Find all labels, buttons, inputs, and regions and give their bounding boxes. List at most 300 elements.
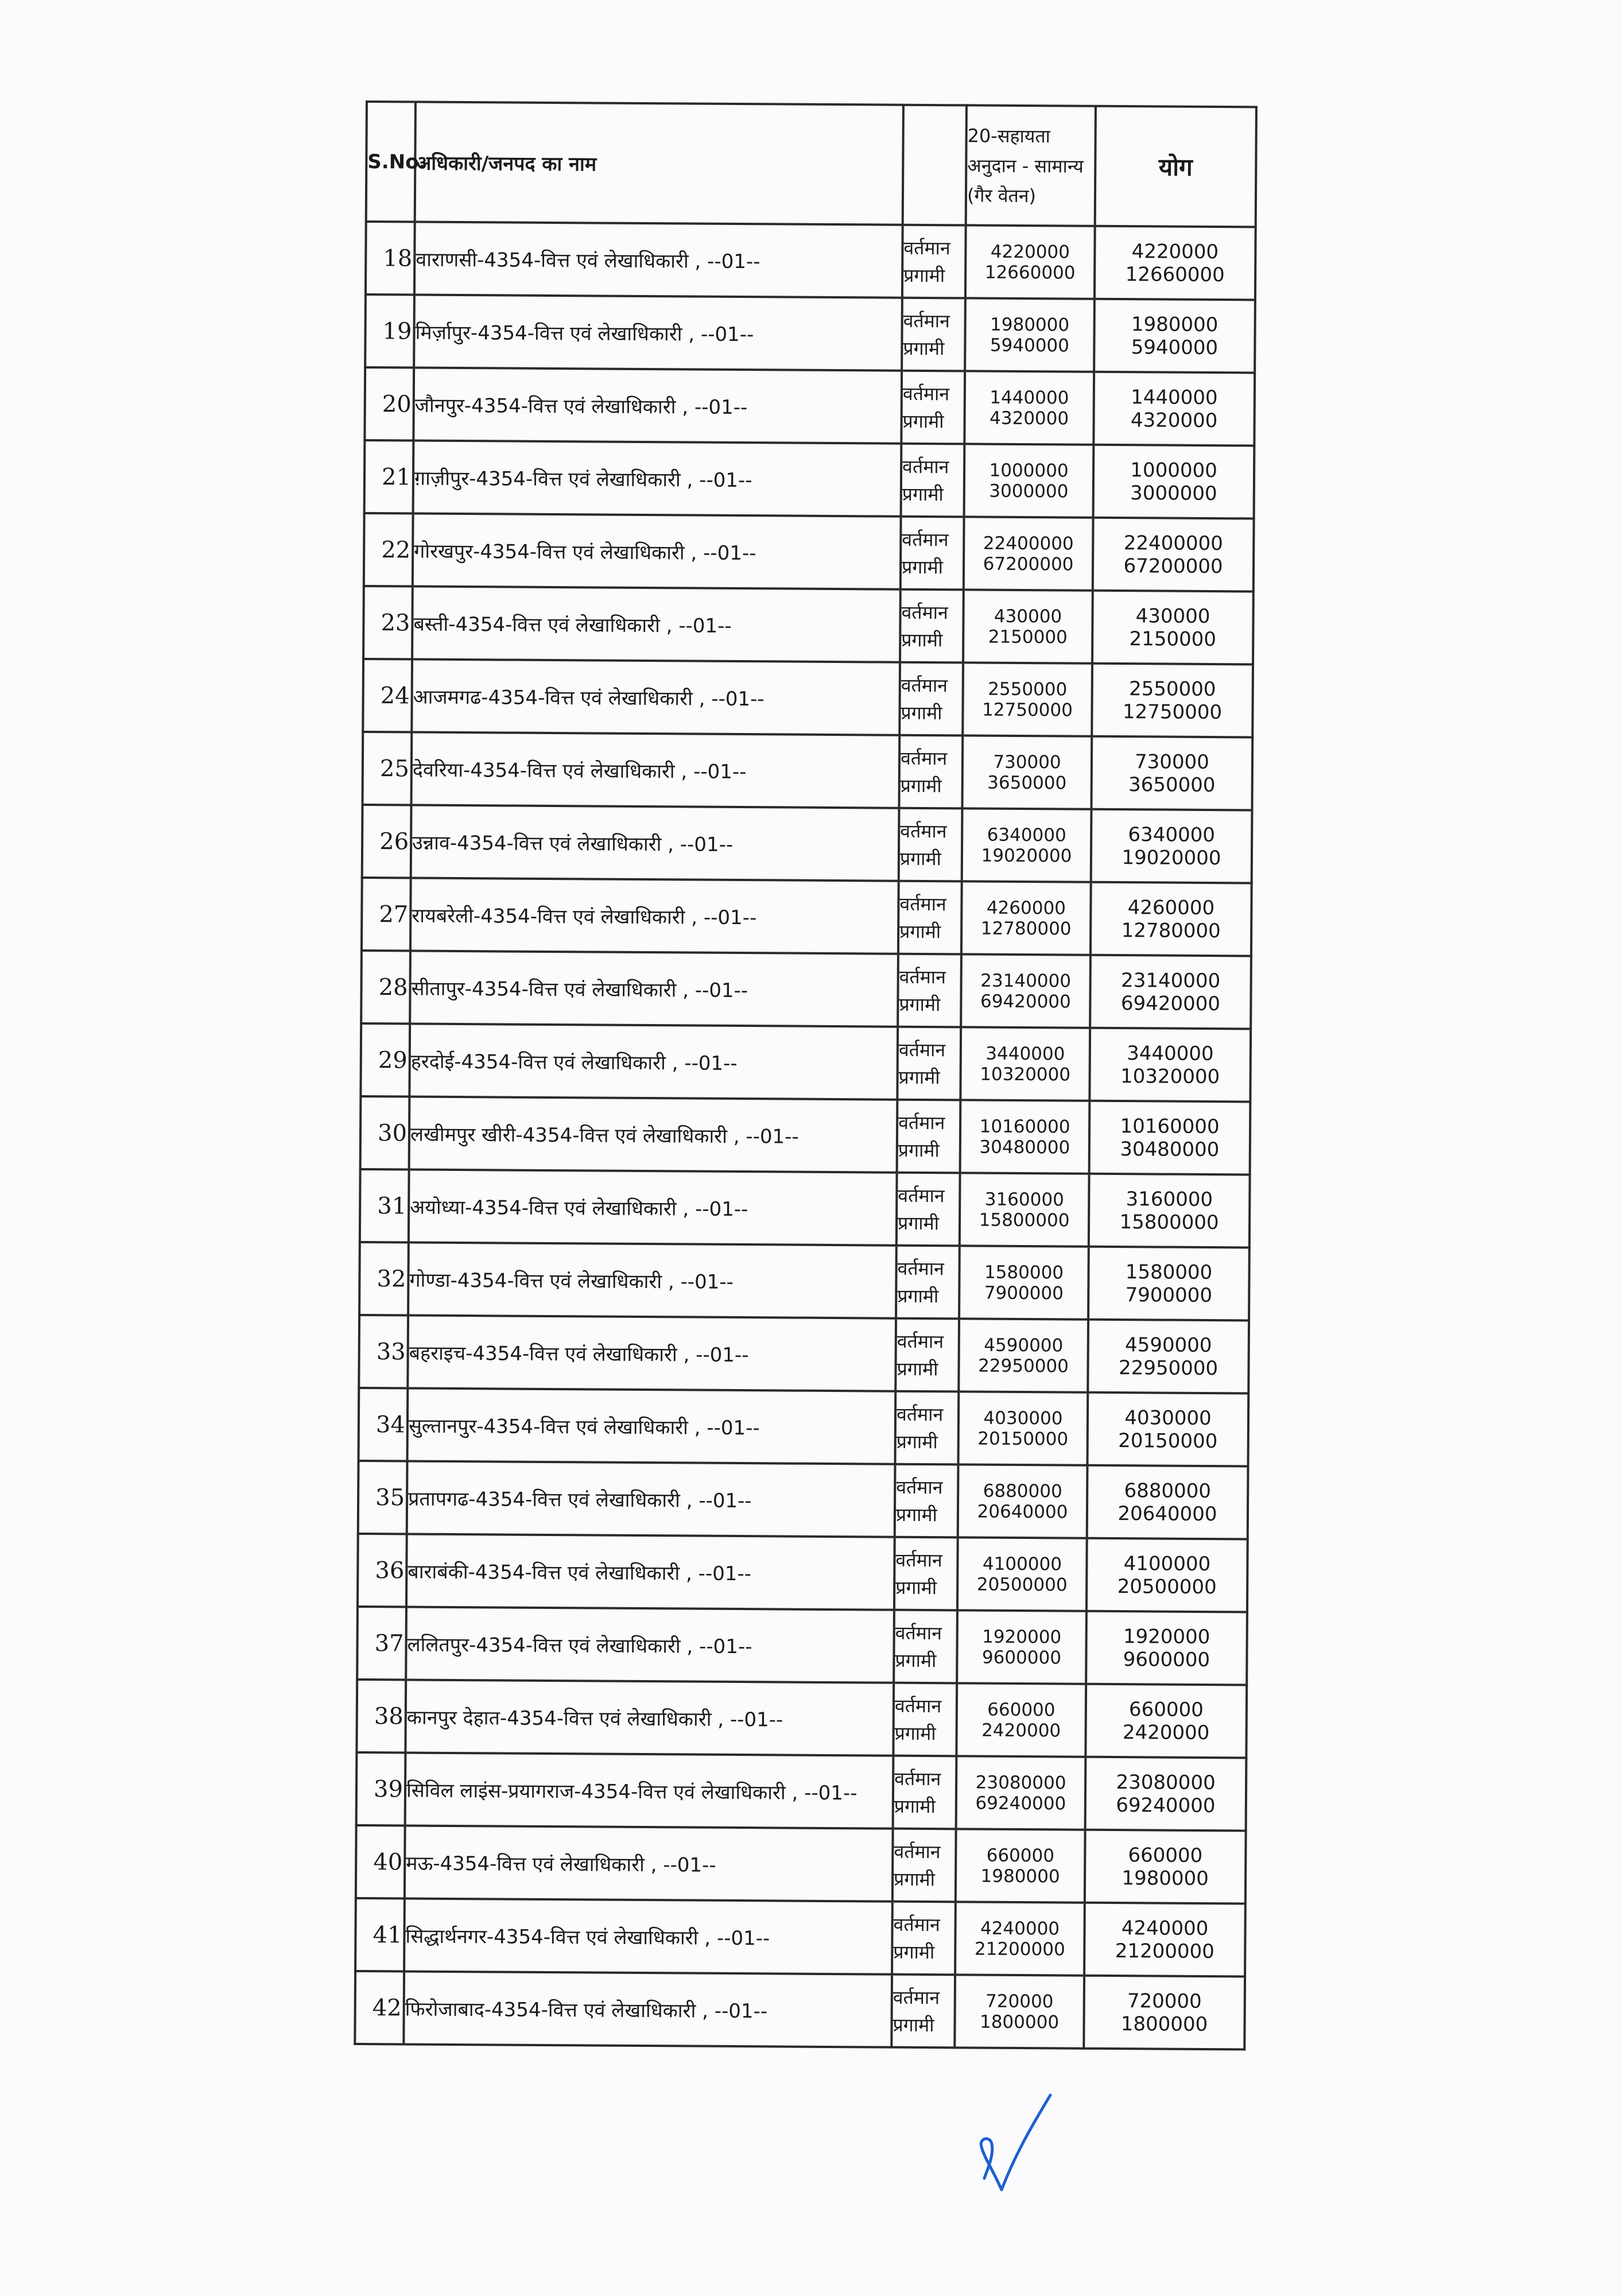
total-current: 720000: [1127, 1989, 1202, 2013]
row-office-name: गोरखपुर-4354-वित्त एवं लेखाधिकारी , --01--: [413, 514, 901, 589]
row-total: [1089, 1174, 1250, 1248]
amount-current: 1000000: [989, 460, 1069, 481]
row-sno: 21: [364, 440, 414, 514]
label-future: प्रगामी: [899, 993, 941, 1015]
label-current: वर्तमान: [893, 1986, 940, 2008]
row-sno: 25: [363, 732, 412, 805]
total-future: 69240000: [1116, 1793, 1216, 1817]
label-current: वर्तमान: [894, 1767, 941, 1790]
total-current: 3160000: [1126, 1187, 1213, 1211]
row-sno: 39: [356, 1752, 406, 1826]
row-office-name: अयोध्या-4354-वित्त एवं लेखाधिकारी , --01--: [409, 1169, 897, 1245]
row-office-name: लखीमपुर खीरी-4354-वित्त एवं लेखाधिकारी , --01--: [409, 1096, 898, 1172]
amount-future: 19020000: [981, 845, 1072, 867]
label-current: वर्तमान: [894, 1840, 941, 1863]
row-office-name: उन्नाव-4354-वित्त एवं लेखाधिकारी , --01--: [411, 805, 899, 881]
label-current: वर्तमान: [900, 747, 948, 769]
total-future: 4320000: [1130, 408, 1218, 432]
row-total: [1089, 1028, 1251, 1102]
row-total: [1086, 1611, 1247, 1685]
amount-current: 720000: [985, 1991, 1054, 2012]
row-total: [1085, 1757, 1247, 1831]
label-current: वर्तमान: [895, 1622, 942, 1644]
row-type-labels: [892, 1902, 956, 1975]
row-total: [1085, 1830, 1246, 1904]
row-sno: 32: [359, 1242, 409, 1316]
row-type-labels: [894, 1537, 958, 1611]
row-type-labels: [894, 1610, 957, 1684]
row-sno: 20: [364, 367, 414, 441]
row-total: [1084, 1903, 1245, 1977]
amount-current: 4220000: [990, 241, 1070, 262]
row-total: [1088, 1247, 1250, 1321]
row-amount: [964, 517, 1093, 590]
amount-current: 1580000: [984, 1262, 1064, 1283]
label-current: वर्तमान: [898, 1184, 945, 1207]
table-row: [355, 1971, 1245, 2049]
amount-current: 22400000: [983, 533, 1074, 554]
amount-future: 3650000: [987, 772, 1067, 793]
row-amount: [963, 662, 1092, 736]
total-future: 21200000: [1115, 1939, 1214, 1963]
row-office-name: गोण्डा-4354-वित्त एवं लेखाधिकारी , --01--: [408, 1242, 897, 1318]
row-type-labels: [899, 735, 963, 809]
table-row: [364, 513, 1254, 591]
label-current: वर्तमान: [902, 382, 950, 405]
total-future: 1980000: [1122, 1866, 1209, 1890]
amount-future: 12660000: [984, 262, 1076, 284]
row-amount: [956, 1829, 1085, 1902]
row-total: [1092, 591, 1254, 665]
row-type-labels: [899, 662, 963, 736]
row-sno: 36: [358, 1534, 407, 1607]
label-current: वर्तमान: [896, 1476, 943, 1498]
row-type-labels: [895, 1391, 959, 1465]
row-amount: [956, 1756, 1086, 1829]
total-current: 6340000: [1128, 823, 1216, 847]
table-row: [359, 1388, 1249, 1466]
row-amount: [960, 1100, 1090, 1173]
amount-future: 7900000: [984, 1282, 1064, 1304]
label-future: प्रगामी: [898, 1066, 940, 1088]
row-total: [1092, 664, 1253, 738]
total-future: 20640000: [1117, 1502, 1217, 1526]
row-sno: 30: [360, 1096, 410, 1170]
total-future: 3000000: [1130, 481, 1217, 505]
table-row: [360, 1096, 1251, 1174]
row-amount: [962, 735, 1092, 809]
row-total: [1091, 882, 1252, 956]
table-row: [356, 1752, 1247, 1830]
amount-future: 10320000: [980, 1064, 1071, 1085]
table-row: [362, 805, 1252, 883]
total-future: 20500000: [1117, 1574, 1217, 1599]
total-future: 2150000: [1129, 627, 1217, 651]
amount-future: 2150000: [988, 626, 1068, 647]
label-current: वर्तमान: [897, 1257, 944, 1279]
row-sno: 19: [365, 294, 414, 368]
row-total: [1091, 736, 1252, 810]
amount-future: 69420000: [980, 991, 1071, 1013]
row-type-labels: [895, 1318, 959, 1392]
amount-current: 660000: [986, 1845, 1055, 1866]
label-current: वर्तमान: [899, 965, 946, 988]
amount-future: 3000000: [989, 480, 1069, 502]
total-future: 22950000: [1118, 1356, 1219, 1380]
total-current: 1920000: [1123, 1624, 1210, 1649]
amount-future: 20640000: [977, 1501, 1068, 1523]
row-office-name: सिद्धार्थनगर-4354-वित्त एवं लेखाधिकारी , --01--: [404, 1898, 893, 1974]
table-row: [358, 1461, 1248, 1539]
row-total: [1089, 1101, 1251, 1175]
label-future: प्रगामी: [893, 1941, 935, 1963]
label-future: प्रगामी: [894, 1795, 936, 1817]
row-office-name: आजमगढ-4354-वित्त एवं लेखाधिकारी , --01--: [412, 660, 900, 735]
total-current: 4590000: [1124, 1333, 1212, 1357]
label-future: प्रगामी: [903, 337, 945, 359]
row-office-name: बाराबंकी-4354-वित्त एवं लेखाधिकारी , --01--: [406, 1534, 895, 1609]
row-type-labels: [896, 1246, 960, 1319]
total-future: 12780000: [1121, 918, 1221, 943]
row-amount: [957, 1610, 1086, 1684]
row-total: [1087, 1465, 1248, 1539]
total-future: 69420000: [1120, 991, 1221, 1015]
row-office-name: देवरिया-4354-वित्त एवं लेखाधिकारी , --01--: [412, 732, 900, 808]
amount-future: 15800000: [979, 1209, 1070, 1231]
table-row: [364, 367, 1255, 445]
label-current: वर्तमान: [903, 236, 950, 259]
amount-current: 10160000: [979, 1116, 1070, 1138]
row-type-labels: [893, 1683, 957, 1756]
row-office-name: वाराणसी-4354-वित्त एवं लेखाधिकारी , --01--: [414, 222, 903, 298]
amount-future: 20150000: [977, 1428, 1069, 1450]
row-office-name: बस्ती-4354-वित्त एवं लेखाधिकारी , --01--: [412, 587, 901, 662]
table-row: [359, 1315, 1249, 1393]
total-current: 1980000: [1131, 312, 1219, 336]
label-future: प्रगामी: [896, 1430, 938, 1453]
row-total: [1086, 1538, 1248, 1612]
row-sno: 37: [357, 1607, 406, 1680]
label-future: प्रगामी: [902, 410, 944, 432]
label-current: वर्तमान: [901, 674, 948, 696]
label-future: प्रगामी: [897, 1285, 939, 1307]
row-amount: [956, 1683, 1086, 1756]
table-row: [361, 951, 1251, 1029]
table-row: [364, 440, 1255, 518]
label-current: वर्तमान: [898, 1111, 945, 1134]
total-current: 4220000: [1131, 239, 1219, 263]
table-row: [363, 659, 1253, 737]
label-current: वर्तमान: [903, 309, 950, 332]
row-office-name: मिर्ज़ापुर-4354-वित्त एवं लेखाधिकारी , --01--: [414, 295, 902, 371]
label-future: प्रगामी: [901, 556, 944, 578]
allocation-table: [354, 100, 1258, 2050]
row-type-labels: [898, 881, 962, 955]
row-amount: [964, 371, 1094, 444]
label-future: प्रगामी: [897, 1212, 940, 1234]
table-row: [363, 586, 1254, 664]
label-current: वर्तमान: [894, 1694, 942, 1717]
amount-current: 3440000: [985, 1043, 1065, 1064]
label-current: वर्तमान: [893, 1913, 940, 1936]
amount-current: 1440000: [990, 387, 1069, 408]
total-current: 6880000: [1124, 1479, 1212, 1503]
total-future: 15800000: [1119, 1210, 1219, 1234]
row-total: [1090, 955, 1251, 1029]
total-current: 2550000: [1128, 677, 1216, 701]
total-current: 1000000: [1130, 458, 1217, 482]
total-current: 1580000: [1125, 1260, 1213, 1284]
total-current: 23080000: [1116, 1770, 1216, 1794]
row-total: [1094, 299, 1255, 373]
header-type: [903, 105, 967, 226]
amount-future: 4320000: [990, 408, 1069, 429]
row-type-labels: [891, 1975, 955, 2048]
total-future: 12660000: [1125, 262, 1225, 286]
total-current: 430000: [1135, 604, 1210, 628]
total-future: 5940000: [1131, 335, 1219, 359]
row-amount: [963, 589, 1093, 663]
table-header-row: [366, 102, 1256, 227]
table-row: [362, 878, 1252, 956]
amount-future: 2420000: [981, 1720, 1061, 1741]
row-sno: 34: [359, 1388, 408, 1461]
label-future: प्रगामी: [893, 1868, 936, 1890]
row-type-labels: [901, 517, 964, 590]
signature-mark: [970, 2084, 1062, 2198]
total-current: 4240000: [1121, 1916, 1209, 1940]
total-future: 3650000: [1128, 773, 1216, 797]
total-future: 19020000: [1122, 846, 1221, 870]
total-future: 7900000: [1125, 1283, 1213, 1307]
label-future: प्रगामी: [902, 483, 944, 505]
row-amount: [962, 808, 1092, 882]
amount-current: 4590000: [984, 1335, 1064, 1356]
amount-current: 430000: [994, 606, 1062, 627]
header-name: अधिकारी/जनपद का नाम: [415, 102, 903, 225]
label-future: प्रगामी: [899, 847, 942, 870]
row-sno: 29: [360, 1023, 410, 1097]
amount-current: 23140000: [980, 970, 1072, 992]
row-office-name: कानपुर देहात-4354-वित्त एवं लेखाधिकारी , --01--: [405, 1680, 894, 1755]
table-row: [363, 732, 1253, 810]
row-amount: [960, 1173, 1089, 1246]
row-office-name: बहराइच-4354-वित्त एवं लेखाधिकारी , --01--: [408, 1315, 896, 1391]
amount-current: 4030000: [983, 1407, 1063, 1429]
row-amount: [961, 881, 1091, 955]
row-sno: 22: [364, 513, 413, 587]
total-current: 22400000: [1123, 531, 1223, 555]
amount-future: 12780000: [980, 918, 1072, 940]
amount-current: 6880000: [983, 1480, 1062, 1502]
label-future: प्रगामी: [901, 701, 942, 724]
label-current: वर्तमान: [902, 528, 949, 550]
row-type-labels: [895, 1464, 959, 1538]
row-amount: [955, 1902, 1085, 1975]
label-future: प्रगामी: [894, 1722, 936, 1744]
header-total: योग: [1095, 106, 1256, 227]
row-office-name: सुल्तानपुर-4354-वित्त एवं लेखाधिकारी , --01--: [408, 1388, 896, 1464]
amount-current: 1980000: [990, 314, 1070, 335]
row-sno: 38: [356, 1680, 406, 1753]
row-sno: 27: [362, 878, 411, 951]
row-amount: [959, 1246, 1089, 1319]
row-amount: [959, 1391, 1088, 1465]
amount-current: 3160000: [984, 1189, 1064, 1210]
row-type-labels: [900, 589, 964, 663]
row-total: [1093, 372, 1255, 446]
row-total: [1091, 809, 1252, 883]
label-future: प्रगामी: [897, 1358, 938, 1380]
row-type-labels: [897, 1173, 960, 1246]
total-future: 30480000: [1120, 1137, 1220, 1161]
row-office-name: हरदोई-4354-वित्त एवं लेखाधिकारी , --01--: [409, 1024, 898, 1100]
total-current: 660000: [1128, 1697, 1204, 1721]
row-office-name: प्रतापगढ-4354-वित्त एवं लेखाधिकारी , --01--: [407, 1461, 895, 1537]
total-future: 1800000: [1120, 2012, 1208, 2036]
row-total: [1088, 1320, 1249, 1394]
row-sno: 31: [360, 1169, 409, 1243]
amount-current: 730000: [993, 751, 1061, 773]
table-row: [359, 1242, 1250, 1320]
row-office-name: रायबरेली-4354-वित्त एवं लेखाधिकारी , --01--: [410, 878, 899, 954]
row-amount: [965, 298, 1095, 371]
label-future: प्रगामी: [893, 2014, 934, 2036]
total-current: 4260000: [1127, 895, 1215, 920]
row-type-labels: [893, 1756, 957, 1829]
row-sno: 42: [355, 1971, 404, 2045]
table-row: [356, 1825, 1246, 1903]
row-total: [1095, 226, 1256, 300]
table-row: [366, 222, 1256, 300]
row-amount: [961, 954, 1091, 1027]
total-current: 660000: [1128, 1843, 1203, 1867]
total-current: 730000: [1134, 750, 1209, 774]
row-type-labels: [893, 1829, 956, 1902]
total-current: 10160000: [1120, 1114, 1220, 1138]
row-type-labels: [897, 1027, 961, 1100]
row-sno: 40: [356, 1825, 405, 1899]
total-future: 2420000: [1122, 1720, 1210, 1744]
label-current: वर्तमान: [900, 820, 947, 842]
table-row: [358, 1534, 1248, 1612]
total-current: 4030000: [1124, 1406, 1212, 1430]
row-type-labels: [902, 298, 965, 371]
row-total: [1093, 445, 1255, 519]
amount-current: 23080000: [975, 1772, 1066, 1794]
amount-future: 5940000: [990, 335, 1070, 356]
row-office-name: मऊ-4354-वित्त एवं लेखाधिकारी , --01--: [405, 1825, 893, 1901]
row-sno: 28: [361, 951, 410, 1024]
amount-current: 660000: [987, 1699, 1056, 1720]
amount-future: 67200000: [983, 553, 1074, 575]
amount-current: 4260000: [986, 897, 1066, 918]
row-type-labels: [901, 444, 965, 517]
amount-future: 22950000: [978, 1355, 1069, 1377]
amount-current: 4100000: [982, 1553, 1062, 1574]
row-amount: [958, 1464, 1088, 1538]
amount-future: 1800000: [979, 2011, 1060, 2033]
amount-current: 4240000: [980, 1918, 1060, 1939]
label-current: वर्तमान: [902, 455, 949, 478]
amount-future: 69240000: [975, 1793, 1066, 1814]
amount-future: 1980000: [980, 1865, 1060, 1887]
table-row: [365, 294, 1255, 373]
row-total: [1093, 518, 1254, 592]
label-current: वर्तमान: [897, 1330, 944, 1352]
label-future: प्रगामी: [901, 629, 943, 651]
row-amount: [965, 225, 1095, 298]
table-row: [357, 1607, 1247, 1685]
label-current: वर्तमान: [898, 1038, 946, 1061]
label-current: वर्तमान: [896, 1403, 944, 1425]
label-future: प्रगामी: [895, 1576, 937, 1599]
row-amount: [960, 1027, 1090, 1100]
row-amount: [964, 444, 1094, 517]
amount-future: 9600000: [981, 1647, 1062, 1668]
amount-current: 6340000: [987, 824, 1066, 846]
total-current: 4100000: [1123, 1552, 1211, 1576]
row-sno: 35: [358, 1461, 408, 1534]
label-future: प्रगामी: [899, 920, 941, 943]
label-current: वर्तमान: [899, 893, 946, 915]
total-current: 23140000: [1121, 968, 1221, 992]
table-row: [360, 1023, 1251, 1102]
row-office-name: ग़ाज़ीपुर-4354-वित्त एवं लेखाधिकारी , --01--: [413, 441, 902, 517]
row-office-name: ललितपुर-4354-वित्त एवं लेखाधिकारी , --01--: [406, 1607, 894, 1682]
header-amount: 20-सहायता अनुदान - सामान्य (गैर वेतन): [966, 105, 1096, 226]
amount-future: 30480000: [979, 1137, 1070, 1158]
row-total: [1085, 1684, 1247, 1758]
label-future: प्रगामी: [895, 1649, 937, 1671]
amount-current: 2550000: [988, 678, 1068, 700]
total-current: 3440000: [1127, 1041, 1214, 1065]
label-current: वर्तमान: [895, 1549, 942, 1571]
amount-future: 12750000: [982, 699, 1073, 721]
amount-current: 1920000: [982, 1626, 1062, 1647]
amount-future: 20500000: [976, 1574, 1068, 1596]
row-amount: [959, 1318, 1088, 1392]
row-sno: 33: [359, 1315, 408, 1389]
row-office-name: सिविल लाइंस-प्रयागराज-4354-वित्त एवं लेखाधिकारी , --01--: [405, 1752, 894, 1828]
row-sno: 23: [363, 586, 413, 660]
label-future: प्रगामी: [903, 264, 945, 286]
row-type-labels: [899, 808, 963, 882]
row-total: [1087, 1393, 1248, 1467]
total-future: 67200000: [1123, 554, 1223, 578]
row-amount: [954, 1975, 1084, 2048]
label-future: प्रगामी: [898, 1139, 940, 1161]
row-sno: 24: [363, 659, 412, 732]
row-type-labels: [901, 371, 965, 444]
row-sno: 26: [362, 805, 412, 878]
label-future: प्रगामी: [895, 1503, 938, 1526]
table-row: [355, 1898, 1245, 1976]
row-office-name: फिरोजाबाद-4354-वित्त एवं लेखाधिकारी , --01--: [403, 1971, 892, 2047]
row-type-labels: [898, 954, 961, 1027]
label-current: वर्तमान: [901, 601, 948, 623]
total-current: 1440000: [1131, 385, 1218, 409]
amount-future: 21200000: [974, 1938, 1065, 1960]
total-future: 9600000: [1123, 1647, 1210, 1671]
row-total: [1084, 1976, 1245, 2050]
table-row: [360, 1169, 1250, 1247]
row-type-labels: [902, 225, 966, 298]
total-future: 12750000: [1122, 700, 1223, 724]
total-future: 10320000: [1120, 1064, 1220, 1088]
total-future: 20150000: [1118, 1429, 1218, 1453]
row-sno: 41: [355, 1898, 405, 1972]
